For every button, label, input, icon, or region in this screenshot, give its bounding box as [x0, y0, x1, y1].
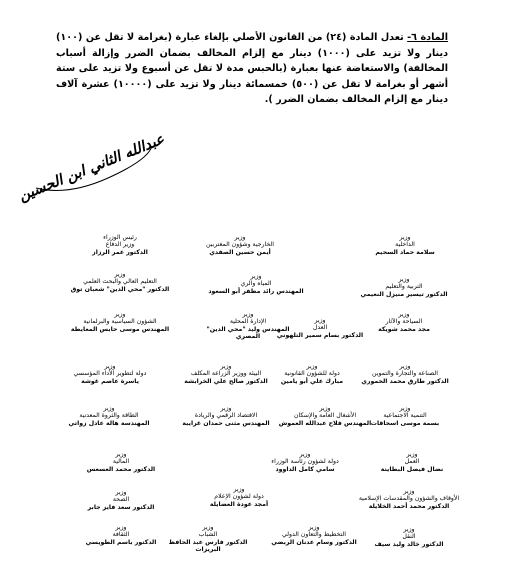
minister-entry: [334, 488, 484, 510]
minister-entry: [165, 234, 315, 256]
minister-name: الدكتور خالد وليد سيف: [374, 540, 444, 548]
minister-entry: [330, 234, 480, 256]
article-heading: المادة ٦-: [407, 32, 448, 43]
minister-title: دولة لشؤون رئاسة الوزراء: [271, 458, 339, 466]
minister-title: وزير: [250, 273, 262, 280]
minister-name: الدكتور عمر الرزاز: [92, 248, 148, 256]
minister-title: وزير: [233, 486, 245, 493]
minister-name: الدكتور باسم الطويسي: [85, 538, 157, 546]
minister-title: الداخلية: [395, 241, 415, 249]
minister-entry: [329, 311, 479, 333]
minister-title: وزير: [398, 276, 410, 283]
minister-title: الصناعة والتجارة والتموين: [372, 370, 438, 378]
minister-title: وزير: [403, 526, 415, 533]
minister-title: وزير: [115, 524, 127, 531]
minister-name: أيمن حسين الصفدي: [209, 248, 271, 256]
minister-name: الدكتور طارق محمد الحموري: [361, 377, 449, 385]
minister-title: وزير: [115, 489, 127, 496]
minister-title: وزير الدفاع: [105, 241, 135, 249]
minister-title: التربية والتعليم: [385, 283, 423, 291]
minister-title: العمل: [404, 458, 420, 466]
minister-title: العدل: [312, 324, 328, 332]
minister-title: الشؤون السياسية والبرلمانية: [83, 318, 157, 326]
minister-title: التعليم العالي والبحث العلمي: [83, 278, 157, 286]
minister-entry: [45, 271, 195, 293]
minister-title: وزير: [104, 363, 116, 370]
minister-name: المهندس رائد مظفر أبو السعود: [208, 287, 304, 295]
minister-entry: [329, 276, 479, 298]
minister-title: وزير: [202, 524, 214, 531]
minister-entry: [334, 526, 484, 548]
minister-entry: [181, 273, 331, 295]
minister-title: وزير: [234, 234, 246, 241]
minister-name: الدكتور تيسير منيزل النعيمي: [360, 290, 448, 298]
minister-title: الإدارة المحلية: [229, 318, 267, 326]
minister-title: وزير: [314, 317, 326, 324]
minister-title: وزير: [299, 451, 311, 458]
minister-entry: [337, 451, 487, 473]
minister-title: وزير: [114, 271, 126, 278]
minister-title: الثقافة: [112, 531, 130, 539]
minister-title: وزير: [406, 451, 418, 458]
minister-name: نضال فيصل البطاينة: [380, 465, 444, 473]
minister-name: الدكتور بسام سمير التلهوني: [276, 331, 364, 339]
minister-entry: [330, 405, 480, 427]
minister-title: الطاقة والثروة المعدنية: [79, 412, 139, 420]
minister-name: الدكتور "محي الدين" شعبان توق: [70, 285, 170, 293]
minister-name: مجد محمد شويكة: [378, 325, 430, 333]
minister-title: الأشغال العامة والإسكان: [293, 412, 357, 420]
minister-title: التنمية الاجتماعية: [383, 412, 427, 420]
minister-name: سامي كامل الداوود: [275, 465, 335, 473]
royal-signature: [16, 130, 167, 205]
minister-title: الاقتصاد الرقمي والريادة: [194, 412, 258, 420]
minister-title: وزير: [220, 363, 232, 370]
minister-title: المياه والري: [240, 280, 272, 288]
minister-name: المهندس موسى حابس المعايطة: [70, 325, 170, 333]
minister-name: ياسرة عاصم غوشة: [81, 377, 139, 385]
minister-name: الدكتور سعد فايز جابر: [87, 503, 155, 511]
minister-title: وزير: [399, 363, 411, 370]
minister-name: أمجد عودة العضايلة: [209, 500, 269, 508]
minister-title: وزير: [399, 405, 411, 412]
minister-name: الدكتور وسام عدنان الربضي: [271, 538, 357, 546]
minister-entry: [46, 451, 196, 473]
minister-title: وزير: [114, 311, 126, 318]
minister-name: الدكتور صالح علي الخرابشة: [184, 377, 268, 385]
minister-title: البيئة ووزير الزراعة المكلف: [190, 370, 262, 378]
minister-title: وزير: [242, 311, 254, 318]
minister-title: الخارجية وشؤون المغتربين: [205, 241, 275, 249]
minister-name: الدكتور محمد أحمد الخلايلة: [368, 502, 450, 510]
minister-title: التخطيط والتعاون الدولي: [282, 531, 346, 539]
minister-name: الدكتور فارس عبد الحافظ: [168, 538, 248, 546]
minister-title: وزير: [399, 234, 411, 241]
minister-title: النقل: [402, 533, 416, 541]
minister-title: دولة لتطوير الأداء المؤسسي: [73, 370, 147, 378]
minister-title: وزير: [308, 524, 320, 531]
minister-title: الشباب: [198, 531, 218, 539]
minister-entry: [164, 486, 314, 508]
signature-image: [16, 130, 167, 205]
minister-name: المصري: [235, 333, 261, 341]
minister-title: وزير: [220, 405, 232, 412]
minister-name: سلامة حماد السحيم: [375, 248, 435, 256]
minister-title: وزير: [306, 363, 318, 370]
minister-name: المهندسة هالة عادل زواتي: [68, 419, 150, 427]
minister-title: السياحة والآثار: [385, 318, 423, 326]
minister-title: رئيس الوزراء: [103, 234, 137, 241]
minister-title: وزير: [103, 405, 115, 412]
article-body: تعدل المادة (٢٤) من القانون الأصلي بإلغاء عبارة (بغرامة لا تقل عن (١٠٠) دينار ولا تزيد على (١٠٠٠) دينار مع إلزام المخالف بضمان الضرر وإزالة أسباب المخالفة) والاستعاضة عنها بعبارة (بالحبس مدة لا تقل عن أسبوع ولا تزيد على ستة أشهر أو بغرامة لا تقل عن (٥٠٠) خمسمائة دينار ولا تزيد على (١٠٠٠٠) عشرة آلاف دينار مع إلزام المخالف بضمان الضرر ).: [56, 32, 449, 106]
minister-title: وزير: [115, 451, 127, 458]
minister-name: مبارك علي أبو يامين: [280, 377, 344, 385]
minister-title: المالية: [112, 458, 130, 466]
minister-name: الدكتور محمد العسعس: [86, 465, 156, 473]
minister-name: بسمة موسى اسحاقات: [370, 419, 440, 427]
minister-title: دولة لشؤون الإعلام: [214, 493, 264, 501]
minister-name: البريزات: [195, 546, 221, 554]
article-text: [56, 30, 448, 108]
minister-name: المهندس فلاح عبدالله العموش: [278, 419, 372, 427]
minister-title: الأوقاف والشؤون والمقدسات الإسلامية: [358, 495, 460, 503]
minister-title: وزير: [398, 311, 410, 318]
minister-entry: [330, 363, 480, 385]
minister-title: وزير: [319, 405, 331, 412]
minister-name: المهندس وليد "محي الدين": [206, 325, 290, 333]
signature-text: عبدالله الثاني ابن الحسين: [16, 130, 167, 205]
minister-title: دولة للشؤون القانونية: [284, 370, 340, 378]
minister-title: وزير: [403, 488, 415, 495]
minister-name: المهندس مثنى حمدان غرايبة: [182, 419, 270, 427]
minister-title: الصحة: [112, 496, 130, 504]
